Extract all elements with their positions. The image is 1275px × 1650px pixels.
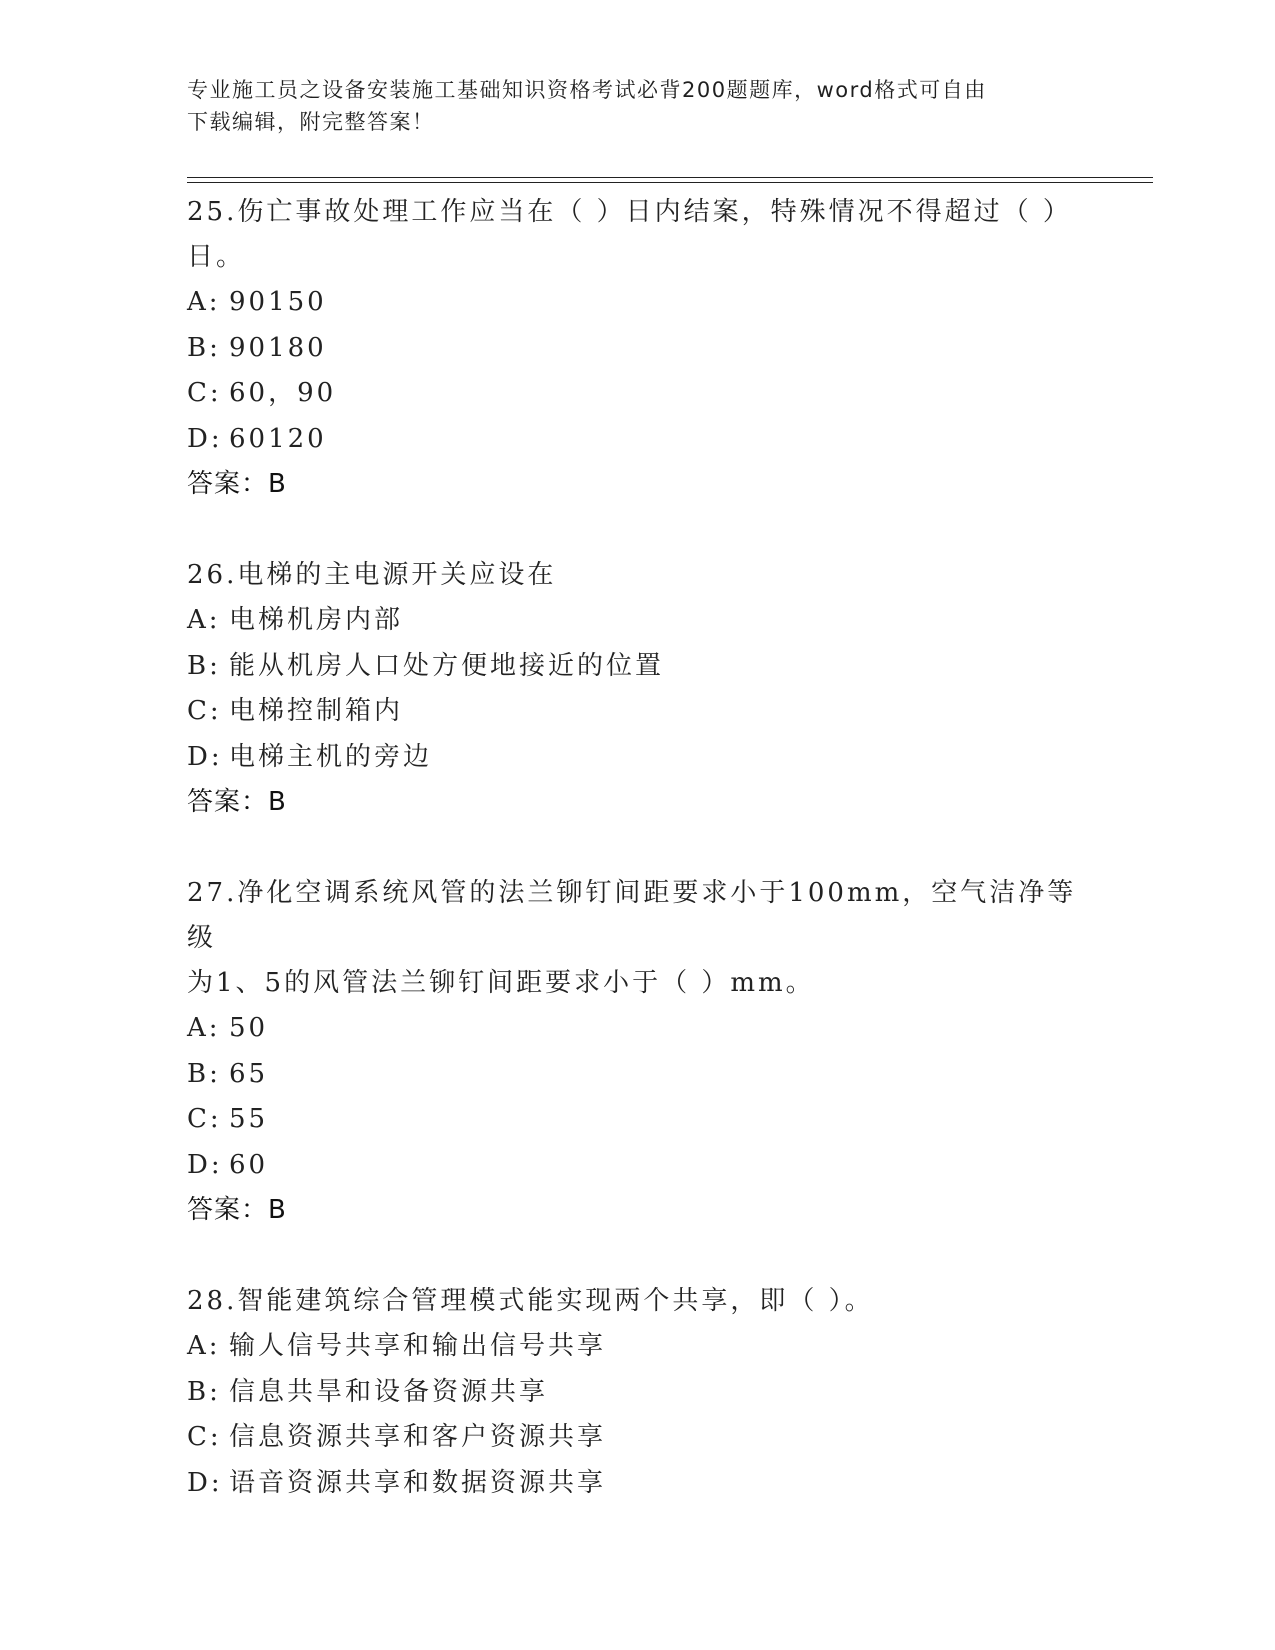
option-a [187,1324,1087,1370]
option-letter: B: [187,1376,221,1407]
option-d [187,1143,1087,1189]
option-letter: C: [187,378,222,408]
option-text: 55 [229,1104,269,1134]
option-letter: B: [187,332,221,363]
option-letter: D: [187,741,223,772]
header-rule-bottom [187,182,1153,183]
option-b [187,1370,1087,1416]
option-letter: B: [187,1058,221,1089]
option-letter: C: [187,1104,222,1134]
option-b [187,644,1087,690]
option-letter: A: [187,287,221,317]
option-text: 输人信号共享和输出信号共享 [229,1331,607,1361]
option-text: 信息共旱和设备资源共享 [229,1376,549,1407]
option-c [187,1097,1087,1143]
option-c [187,689,1087,735]
option-letter: D: [187,1467,223,1498]
option-a [187,598,1087,644]
option-d [187,1461,1087,1507]
question-27 [187,871,1087,1233]
option-text: 能从机房人口处方便地接近的位置 [229,650,665,681]
answer-line: 答案：B [187,469,287,499]
option-text: 60 [229,1149,269,1180]
option-d [187,417,1087,463]
option-letter: C: [187,696,222,726]
option-c [187,1415,1087,1461]
option-letter: A: [187,1013,221,1043]
option-d [187,735,1087,781]
option-text: 信息资源共享和客户资源共享 [229,1422,607,1452]
option-b [187,1052,1087,1098]
option-c [187,371,1087,417]
header-line-2: 下载编辑，附完整答案！ [187,110,435,134]
option-text: 90150 [229,287,327,317]
question-stem-continued: 为1、5的风管法兰铆钉间距要求小于（ ）mm。 [187,968,815,998]
option-letter: D: [187,1149,223,1180]
option-letter: A: [187,605,221,635]
option-text: 电梯控制箱内 [229,696,404,726]
question-stem-continued: 日。 [187,242,246,272]
option-letter: B: [187,650,221,681]
option-letter: A: [187,1331,221,1361]
question-stem: 28.智能建筑综合管理模式能实现两个共享，即（ ）。 [187,1286,874,1316]
option-b [187,326,1087,372]
question-stem: 27.净化空调系统风管的法兰铆钉间距要求小于100mm，空气洁净等级 [187,878,1077,953]
option-text: 50 [229,1013,269,1043]
question-list [187,190,1087,1506]
option-text: 65 [229,1058,269,1089]
answer-line: 答案：B [187,1195,287,1225]
option-letter: C: [187,1422,222,1452]
option-text: 90180 [229,332,327,363]
question-stem: 25.伤亡事故处理工作应当在（ ）日内结案，特殊情况不得超过（ ） [187,197,1072,227]
question-26 [187,553,1087,825]
document-header [187,74,1067,138]
answer-line: 答案：B [187,787,287,817]
option-text: 语音资源共享和数据资源共享 [229,1467,607,1498]
question-25 [187,190,1087,507]
option-text: 电梯机房内部 [229,605,404,635]
option-a [187,1006,1087,1052]
option-text: 60，90 [229,378,337,408]
question-28 [187,1279,1087,1506]
option-a [187,280,1087,326]
question-stem: 26.电梯的主电源开关应设在 [187,560,557,590]
option-text: 电梯主机的旁边 [229,741,433,772]
option-text: 60120 [229,423,327,454]
header-rule-top [187,177,1153,178]
option-letter: D: [187,423,223,454]
header-line-1: 专业施工员之设备安装施工基础知识资格考试必背200题题库，word格式可自由 [187,78,987,102]
